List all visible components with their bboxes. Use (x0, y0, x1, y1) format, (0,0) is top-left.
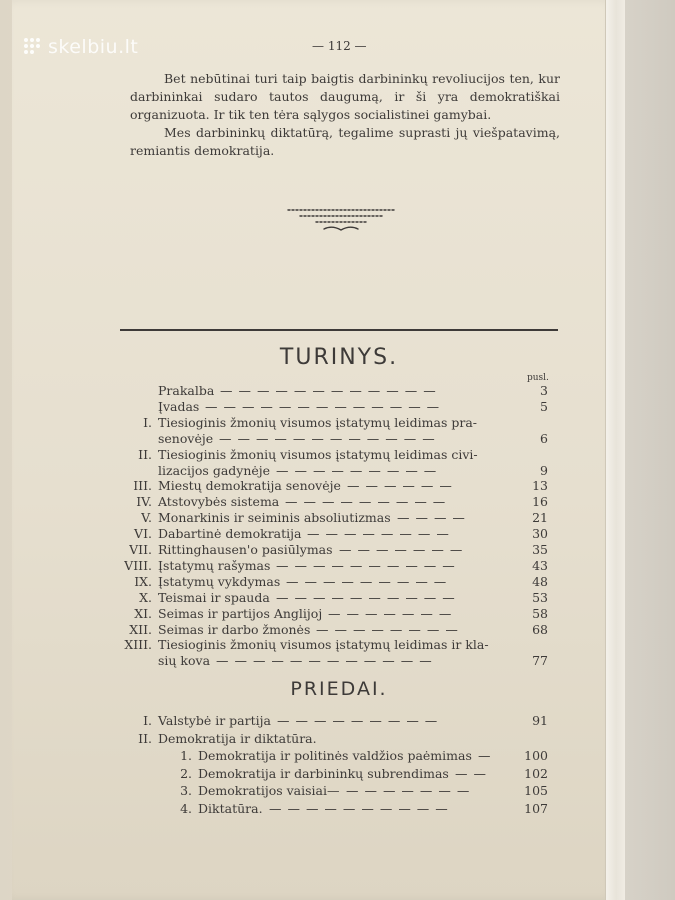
toc-entry-number: 3. (180, 783, 192, 798)
toc-leader-dashes: — — — — — — — — — (276, 462, 438, 478)
toc-entry-page: 107 (524, 800, 548, 816)
toc-entry-number: XI. (134, 605, 152, 621)
toc-leader-dashes: — — — — — — — — — — (269, 800, 449, 816)
toc-entry-number: I. (143, 713, 152, 728)
toc-entry-page: 105 (524, 783, 548, 798)
toc-leader-dashes: — — — — — — — — — — — — (219, 430, 436, 446)
toc-entry-page: 5 (540, 398, 548, 414)
intro-paragraph: Bet nebūtinai turi taip baigtis darbininkų revoliucijos ten, kur darbininkai sudaro tautos daugumą, ir ši yra demokratiškai organizuota. Ir tik ten tėra sąlygos socialistinei gamybai. (130, 71, 560, 122)
toc-leader-dashes: — (478, 748, 492, 763)
toc-entry-page: 48 (532, 573, 548, 589)
toc-entry-page: 30 (532, 526, 548, 542)
book-cover-edge (625, 0, 675, 900)
toc-leader-dashes: — — — — — — — — — — (276, 589, 456, 605)
toc-entry-page: 91 (532, 713, 548, 728)
toc-entry-number: VIII. (124, 557, 152, 573)
page-number: — 112 — (312, 39, 367, 53)
toc-entry-title: sių kova (158, 653, 211, 669)
ornament-divider-icon (286, 205, 396, 235)
toc-entry-page: 3 (540, 383, 548, 398)
toc-leader-dashes: — — — — — — — — (307, 526, 450, 542)
toc-entry-title: Monarkinis ir seiminis absoliutizmas (158, 510, 391, 526)
section-rule (120, 329, 558, 331)
toc-entry-number: XII. (129, 621, 152, 637)
toc-entry-title: Diktatūra. (198, 800, 263, 816)
toc-entry-number: VII. (129, 542, 152, 557)
toc-leader-dashes: — — — — — — — — — — — — — (205, 398, 441, 414)
toc-entry-number: VI. (134, 526, 152, 542)
toc-entry-number: XIII. (124, 637, 152, 653)
toc-leader-dashes: — — — — — — — (346, 783, 471, 798)
toc-entry-title: Tiesioginis žmonių visumos įstatymų leidimas pra- (158, 414, 478, 430)
toc-leader-dashes: — — — — — — — — — (285, 494, 447, 510)
toc-entry-page: 77 (532, 653, 548, 669)
contents-heading: TURINYS. (279, 345, 399, 370)
toc-entry-page: 16 (532, 494, 548, 510)
toc-entry-number: I. (143, 414, 152, 430)
toc-leader-dashes: — — — — — — — (339, 542, 464, 557)
toc-entry-title: Seimas ir darbo žmonės (158, 621, 311, 637)
toc-entry-number: V. (141, 510, 152, 526)
toc-entry-title: Įvadas (158, 398, 200, 414)
toc-entry-title: Prakalba (158, 383, 215, 398)
toc-entry-number: IV. (136, 494, 152, 510)
watermark-logo-icon (22, 36, 42, 56)
watermark (22, 36, 138, 58)
intro-text (130, 70, 560, 160)
toc-entry-page: 58 (532, 605, 548, 621)
toc-entry-title: Tiesioginis žmonių visumos įstatymų leidimas civi- (158, 446, 478, 462)
toc-entry-page: 9 (540, 462, 548, 478)
toc-leader-dashes: — — — — — — — — (316, 621, 459, 637)
toc-entry-number: II. (138, 446, 152, 462)
toc-entry-page: 6 (540, 430, 548, 446)
toc-entry-title: Dabartinė demokratija (158, 526, 302, 542)
toc-entry-title: Valstybė ir partija (158, 713, 271, 728)
toc-entry-page: 102 (524, 765, 548, 781)
toc-entry-title: senovėje (158, 430, 214, 446)
toc-leader-dashes: — — — — — — — (328, 605, 453, 621)
toc-leader-dashes: — — — — — — — — — (277, 713, 439, 728)
toc-entry-number: IX. (134, 573, 152, 589)
toc-entry-number: II. (138, 730, 152, 746)
toc-entry-number: 2. (180, 765, 192, 781)
toc-entry-title: Demokratija ir darbininkų subrendimas (198, 765, 449, 781)
toc-entry-title: lizacijos gadynėje (158, 462, 271, 478)
toc-entry-title: Demokratijos vaisiai— (198, 783, 340, 798)
toc-entry-title: Atstovybės sistema (158, 494, 280, 510)
toc-entry-page: 35 (532, 542, 548, 557)
toc-entry-page: 53 (532, 589, 548, 605)
toc-entry-page: 68 (532, 621, 548, 637)
toc-entry-page: 21 (532, 510, 548, 526)
toc-entry-title: Demokratija ir diktatūra. (158, 730, 317, 746)
toc-entry-title: Rittinghausen'o pasiūlymas (158, 542, 333, 557)
toc-entry-title: Teismai ir spauda (158, 589, 270, 605)
toc-entry-page: 100 (524, 748, 548, 763)
toc-entry-page: 43 (532, 557, 548, 573)
toc-entry-title: Įstatymų vykdymas (158, 573, 281, 589)
toc-entry-title: Miestų demokratija senovėje (158, 478, 341, 494)
toc-entry-number: X. (139, 589, 152, 605)
toc-leader-dashes: — — — — — — — — — — (276, 557, 456, 573)
toc-entry-number: 1. (180, 748, 192, 763)
book-spine (605, 0, 626, 900)
toc-entry-title: Demokratija ir politinės valdžios paėmimas (198, 748, 472, 763)
toc-leader-dashes: — — — — (397, 510, 466, 526)
toc-leader-dashes: — — — — — — (347, 478, 453, 494)
appendix-heading: PRIEDAI. (290, 678, 388, 700)
toc-entry-title: Seimas ir partijos Anglijoj (158, 605, 323, 621)
toc-entry-number: III. (133, 478, 152, 494)
toc-entry-number: 4. (180, 800, 192, 816)
intro-paragraph: Mes darbininkų diktatūrą, tegalime suprasti jų viešpatavimą, remiantis demokratija. (130, 125, 560, 158)
toc-entry-title: Tiesioginis žmonių visumos įstatymų leidimas ir kla- (158, 637, 489, 653)
toc-leader-dashes: — — — — — — — — — — — — (220, 383, 437, 398)
toc-leader-dashes: — — — — — — — — — — — — (216, 653, 433, 669)
toc-entry-page: 13 (532, 478, 548, 494)
page-column-label: pusl. (527, 373, 549, 383)
toc-entry-title: Įstatymų rašymas (158, 557, 271, 573)
toc-leader-dashes: — — — — — — — — — (286, 573, 448, 589)
watermark-text: skelbiu.lt (48, 36, 139, 58)
toc-leader-dashes: — — (455, 765, 487, 781)
